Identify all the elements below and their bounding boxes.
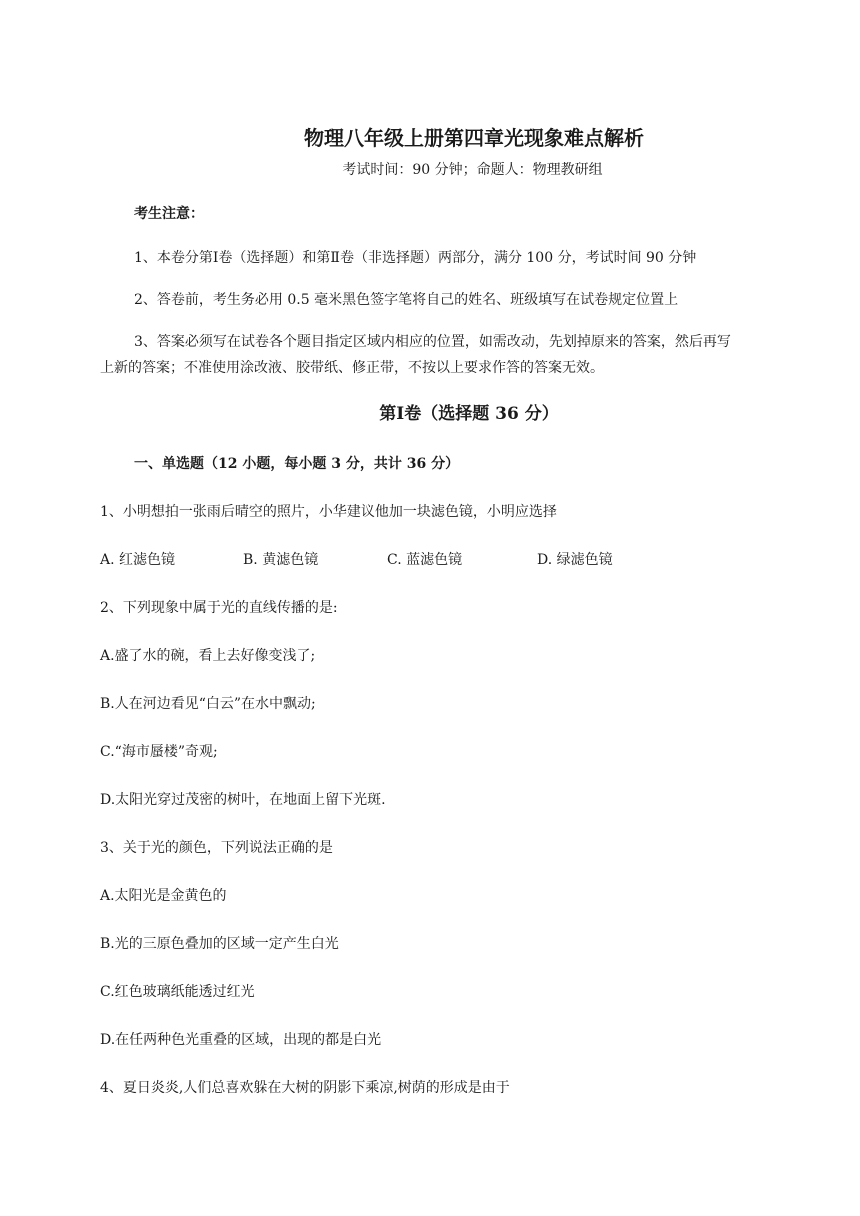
question-3-option-b: B.光的三原色叠加的区域一定产生白光 (100, 936, 339, 952)
notice-heading: 考生注意： (134, 206, 204, 222)
question-1-option-d: D. 绿滤色镜 (537, 552, 613, 568)
question-1-options (0, 550, 860, 570)
question-3-option-c: C.红色玻璃纸能透过红光 (100, 984, 255, 1000)
notice-item-3-line-1: 3、答案必须写在试卷各个题目指定区域内相应的位置，如需改动，先划掉原来的答案，然后再写 (134, 334, 731, 350)
question-1-stem: 1、小明想拍一张雨后晴空的照片，小华建议他加一块滤色镜，小明应选择 (100, 504, 557, 520)
notice-item-1: 1、本卷分第Ⅰ卷（选择题）和第Ⅱ卷（非选择题）两部分，满分 100 分，考试时间 90 分钟 (134, 250, 697, 266)
question-2-option-c: C.“海市蜃楼”奇观; (100, 744, 218, 760)
question-3-option-d: D.在任两种色光重叠的区域，出现的都是白光 (100, 1032, 382, 1048)
question-4-stem: 4、夏日炎炎,人们总喜欢躲在大树的阴影下乘凉,树荫的形成是由于 (100, 1080, 510, 1096)
notice-item-3-line-2: 上新的答案；不准使用涂改液、胶带纸、修正带，不按以上要求作答的答案无效。 (100, 360, 604, 376)
section-title: 第Ⅰ卷（选择题 36 分） (379, 404, 559, 424)
exam-info: 考试时间：90 分钟；命题人：物理教研组 (342, 162, 603, 178)
question-1-option-a: A. 红滤色镜 (100, 552, 176, 568)
question-2-option-a: A.盛了水的碗，看上去好像变浅了; (100, 648, 316, 664)
question-1-option-b: B. 黄滤色镜 (243, 552, 319, 568)
question-2-stem: 2、下列现象中属于光的直线传播的是: (100, 600, 338, 616)
question-3-stem: 3、关于光的颜色，下列说法正确的是 (100, 840, 333, 856)
notice-item-2: 2、答卷前，考生务必用 0.5 毫米黑色签字笔将自己的姓名、班级填写在试卷规定位置上 (134, 292, 679, 308)
question-1-option-c: C. 蓝滤色镜 (387, 552, 463, 568)
question-2-option-d: D.太阳光穿过茂密的树叶，在地面上留下光斑. (100, 792, 386, 808)
part-heading: 一、单选题（12 小题，每小题 3 分，共计 36 分） (134, 456, 460, 472)
question-2-option-b: B.人在河边看见“白云”在水中飘动; (100, 696, 316, 712)
question-3-option-a: A.太阳光是金黄色的 (100, 888, 227, 904)
page-title: 物理八年级上册第四章光现象难点解析 (304, 126, 644, 150)
